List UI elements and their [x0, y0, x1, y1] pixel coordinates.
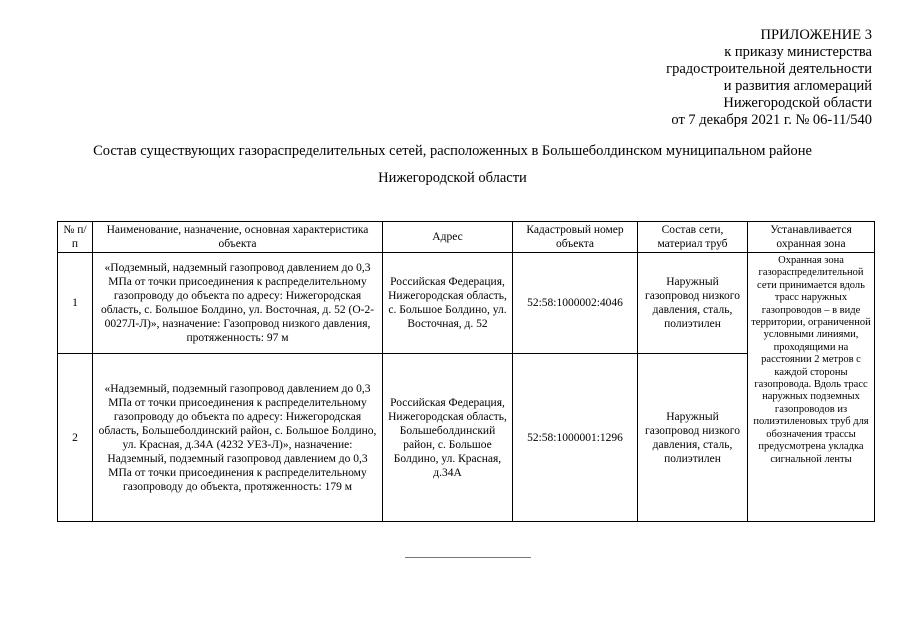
row-name: «Надземный, подземный газопровод давлением до 0,3 МПа от точки присоединения к распределительному газопроводу до объекта по адресу: Нижегородская область, Большеболдинский район, с. Большое Болдино, ул. Красная, д.34А (4232 УЕЗ-Л)», назначение: Надземный, подземный газопровод давлением до 0,3 МПа от точки присоединения к распределительному газопроводу до объекта, протяженность: 179 м — [93, 354, 383, 522]
appendix-header — [512, 27, 872, 129]
order-date-line: от 7 декабря 2021 г. № 06-11/540 — [671, 112, 872, 128]
footer-divider — [405, 557, 531, 558]
header-zone: Устанавливается охранная зона — [748, 222, 875, 253]
header-num: № п/п — [58, 222, 93, 253]
row-cadastral: 52:58:1000001:1296 — [513, 354, 638, 522]
table-header-row — [58, 222, 875, 253]
document-title-line2: Нижегородской области — [378, 170, 527, 186]
appendix-label: ПРИЛОЖЕНИЕ 3 — [760, 27, 872, 43]
region-line: Нижегородской области — [723, 95, 872, 111]
row-num: 2 — [58, 354, 93, 522]
document-title: Состав существующих газораспределительных сетей, расположенных в Большеболдинском муниципальном районе — [93, 143, 812, 159]
header-address: Адрес — [383, 222, 513, 253]
header-cadastral: Кадастровый номер объекта — [513, 222, 638, 253]
ministry-line-2: и развития агломераций — [723, 78, 872, 94]
row-address: Российская Федерация, Нижегородская область, Большеболдинский район, с. Большое Болдино, ул. Красная, д.34А — [383, 354, 513, 522]
header-name: Наименование, назначение, основная характеристика объекта — [93, 222, 383, 253]
zone-description: Охранная зона газораспределительной сети принимается вдоль трасс наружных газопроводов – в виде территории, ограниченной условными линиями, проходящими на расстоянии 2 метров с каждой стороны газопровода. Вдоль трасс наружных подземных газопроводов из полиэтиленовых труб для обозначения трассы предусмотрена укладка сигнальной ленты — [748, 253, 875, 522]
row-composition: Наружный газопровод низкого давления, сталь, полиэтилен — [638, 253, 748, 354]
table-row — [58, 253, 875, 354]
row-name: «Подземный, надземный газопровод давлением до 0,3 МПа от точки присоединения к распределительному газопроводу до объекта по адресу: Нижегородская область, с. Большое Болдино, ул. Восточная, д. 52 (О-2-0027Л-Л)», назначение: Газопровод низкого давления, протяженность: 97 м — [93, 253, 383, 354]
gas-network-table — [57, 221, 875, 522]
header-composition: Состав сети, материал труб — [638, 222, 748, 253]
row-composition: Наружный газопровод низкого давления, сталь, полиэтилен — [638, 354, 748, 522]
ministry-line: градостроительной деятельности — [666, 61, 872, 77]
row-cadastral: 52:58:1000002:4046 — [513, 253, 638, 354]
order-line: к приказу министерства — [724, 44, 872, 60]
row-address: Российская Федерация, Нижегородская область, с. Большое Болдино, ул. Восточная, д. 52 — [383, 253, 513, 354]
row-num: 1 — [58, 253, 93, 354]
